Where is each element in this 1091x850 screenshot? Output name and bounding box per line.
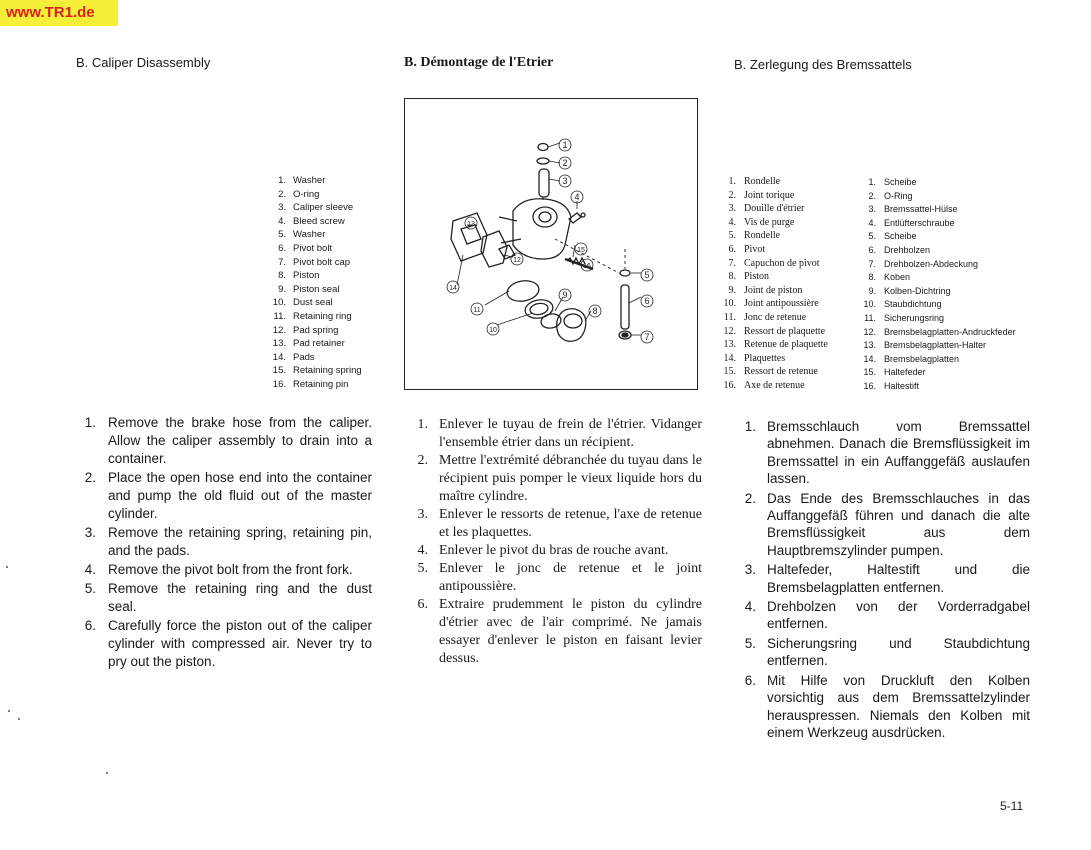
legend-number: 13. [272, 338, 286, 350]
legend-item [854, 203, 1016, 217]
legend-number: 13. [723, 339, 736, 351]
legend-number: 9. [278, 283, 286, 295]
callout-label: 11 [473, 307, 481, 314]
legend-label: Bremsbelagplatten-Andruckfeder [884, 326, 1016, 337]
legend-item [262, 228, 362, 242]
legend-item [262, 215, 362, 229]
legend-item [854, 244, 1016, 258]
legend-label: Haltestift [884, 380, 920, 391]
legend-item [262, 269, 362, 283]
legend-label: Rondelle [744, 230, 781, 242]
legend-number: 6. [868, 244, 876, 255]
parts-legend-english [262, 174, 362, 392]
legend-label: Pivot [744, 243, 766, 255]
legend-item [262, 324, 362, 338]
legend-item [712, 325, 828, 339]
legend-item [262, 174, 362, 188]
page-number: 5-11 [1000, 799, 1024, 813]
legend-item [262, 283, 362, 297]
step-text: Enlever le ressorts de retenue, l'axe de retenue et les plaquettes. [439, 507, 702, 540]
legend-label: Plaquettes [744, 352, 786, 364]
legend-label: Koben [884, 272, 911, 283]
legend-item [712, 229, 828, 243]
legend-label: Joint antipoussière [744, 298, 819, 310]
step-text: Remove the pivot bolt from the front fork. [108, 562, 353, 577]
legend-number: 14. [272, 351, 286, 363]
legend-label: Scheibe [884, 177, 917, 187]
instruction-step [78, 580, 372, 616]
scan-speck [18, 718, 20, 720]
legend-label: Capuchon de pivot [744, 257, 820, 269]
legend-number: 11. [723, 311, 736, 323]
legend-label: Bleed screw [293, 215, 345, 227]
instruction-step [78, 524, 372, 560]
legend-item [712, 379, 828, 393]
legend-number: 10. [723, 298, 736, 310]
legend-label: Bremsbelagplatten [884, 353, 960, 364]
legend-label: Douille d'étrier [744, 203, 805, 215]
step-number: 3. [417, 507, 428, 522]
legend-label: Entlüfterschraube [884, 217, 955, 228]
site-watermark: www.TR1.de [0, 0, 118, 26]
caliper-exploded-diagram [404, 98, 698, 390]
legend-number: 7. [868, 258, 876, 269]
callout-label: 10 [489, 327, 497, 334]
instruction-step [740, 561, 1030, 596]
legend-number: 11. [273, 310, 286, 322]
legend-number: 7. [278, 256, 286, 268]
legend-item [712, 365, 828, 379]
step-text: Place the open hose end into the container and pump the old fluid out of the master cylinder. [108, 470, 372, 521]
legend-item [854, 326, 1016, 340]
step-number: 5. [84, 581, 96, 596]
legend-number: 4. [728, 216, 736, 228]
legend-label: Staubdichtung [884, 299, 942, 310]
step-number: 2. [744, 490, 756, 506]
retaining-ring-part [506, 278, 541, 303]
step-number: 4. [417, 543, 428, 558]
legend-number: 6. [728, 243, 736, 255]
callout-label: 3 [562, 176, 568, 186]
instruction-step [78, 469, 372, 523]
legend-item [854, 353, 1016, 367]
instruction-step [410, 452, 702, 506]
legend-label: Axe de retenue [744, 379, 805, 391]
step-number: 4. [744, 599, 756, 615]
instruction-step [740, 418, 1030, 488]
legend-number: 13. [863, 340, 876, 351]
instruction-step [740, 672, 1030, 742]
legend-item [262, 201, 362, 215]
step-text: Enlever le tuyau de frein de l'étrier. Vidanger l'ensemble étrier dans un récipient. [439, 417, 702, 450]
callout-label: 7 [644, 332, 650, 342]
step-number: 2. [84, 470, 96, 485]
callout-label: 12 [513, 257, 521, 264]
step-number: 5. [744, 635, 756, 651]
legend-item [854, 190, 1016, 204]
callout-label: 15 [577, 247, 585, 254]
washer-part [538, 144, 548, 151]
heading-english: B. Caliper Disassembly [76, 55, 211, 70]
legend-number: 4. [868, 217, 876, 228]
o-ring-part [537, 158, 549, 164]
legend-item [854, 285, 1016, 299]
instruction-step [410, 506, 702, 542]
legend-item [712, 257, 828, 271]
legend-item [854, 366, 1016, 380]
scan-speck [8, 710, 10, 712]
legend-label: Drehbolzen [884, 244, 931, 255]
legend-label: Caliper sleeve [293, 202, 354, 214]
callout-label: 9 [562, 290, 568, 300]
parts-legend-french [712, 175, 828, 393]
callout-label: 8 [592, 306, 598, 316]
steps-french [410, 416, 702, 668]
step-text: Remove the retaining spring, retaining pin, and the pads. [108, 525, 372, 558]
legend-number: 5. [868, 231, 876, 242]
legend-label: Retaining ring [293, 310, 352, 322]
callout-label: 5 [644, 270, 650, 280]
instruction-step [78, 561, 372, 579]
legend-number: 5. [728, 230, 736, 242]
instruction-step [410, 560, 702, 596]
instruction-step [410, 416, 702, 452]
legend-item [854, 271, 1016, 285]
legend-item [854, 258, 1016, 272]
step-number: 1. [84, 415, 96, 430]
legend-label: Joint de piston [744, 284, 803, 296]
legend-number: 16. [272, 378, 286, 390]
instruction-step [410, 542, 702, 560]
legend-item [854, 339, 1016, 353]
legend-number: 8. [868, 272, 876, 283]
legend-item [262, 310, 362, 324]
step-number: 6. [744, 672, 756, 688]
legend-number: 5. [278, 229, 286, 241]
scan-speck [6, 566, 8, 568]
legend-label: Ressort de retenue [744, 366, 818, 378]
legend-number: 2. [278, 188, 286, 200]
legend-number: 2. [868, 190, 876, 201]
step-text: Haltefeder, Haltestift und die Bremsbelagplatten entfernen. [767, 562, 1030, 595]
pivot-bolt-part [621, 285, 629, 329]
callout-label: 16 [583, 263, 591, 270]
dust-seal-part [524, 298, 555, 321]
legend-number: 4. [278, 215, 286, 227]
step-text: Extraire prudemment le piston du cylindre d'étrier avec de l'air comprimé. Ne jamais essayer d'enlever le piston en faisant levier dessus. [439, 597, 702, 666]
legend-item [712, 297, 828, 311]
step-number: 5. [417, 561, 428, 576]
legend-item [854, 217, 1016, 231]
legend-item [712, 202, 828, 216]
piston-seal-part [540, 312, 562, 329]
legend-item [262, 242, 362, 256]
legend-item [854, 230, 1016, 244]
legend-label: Drehbolzen-Abdeckung [884, 258, 979, 269]
legend-label: Vis de purge [744, 216, 795, 228]
legend-label: Piston seal [293, 283, 340, 295]
legend-label: Joint torique [744, 189, 795, 201]
legend-label: Washer [293, 229, 326, 241]
legend-item [712, 352, 828, 366]
legend-number: 3. [868, 204, 876, 215]
step-text: Carefully force the piston out of the caliper cylinder with compressed air. Never try to pry out the piston. [108, 618, 372, 669]
step-number: 3. [84, 525, 96, 540]
legend-number: 15. [863, 367, 876, 378]
legend-label: Piston [744, 271, 770, 283]
legend-item [712, 284, 828, 298]
caliper-exploded-drawing [405, 99, 697, 389]
step-text: Mit Hilfe von Druckluft den Kolben vorsichtig aus dem Bremssattelzylinder herauspressen. Niemals den Kolben mit einem Werkzeug ausdrücken. [767, 672, 1030, 740]
callout-label: 4 [574, 192, 580, 202]
legend-label: Sicherungsring [884, 312, 945, 323]
legend-item [262, 351, 362, 365]
step-text: Drehbolzen von der Vorderradgabel entfernen. [767, 599, 1030, 632]
legend-number: 3. [728, 203, 736, 215]
legend-label: Jonc de retenue [744, 311, 807, 323]
legend-label: Pads [293, 351, 315, 363]
legend-number: 3. [278, 202, 286, 214]
legend-label: Bremssattel-Hülse [884, 204, 958, 215]
legend-item [262, 337, 362, 351]
callout-label: 1 [562, 140, 568, 150]
step-number: 3. [744, 562, 756, 578]
instruction-step [740, 635, 1030, 670]
legend-label: Pad spring [293, 324, 339, 336]
legend-number: 10. [863, 299, 876, 310]
step-text: Bremsschlauch vom Bremssattel abnehmen. Danach die Bremsflüssigkeit im Bremssattel in ein Auffanggefäß auslaufen lassen. [767, 419, 1030, 487]
legend-number: 9. [868, 285, 876, 296]
legend-item [262, 256, 362, 270]
legend-item [712, 311, 828, 325]
legend-item [712, 216, 828, 230]
legend-number: 15. [723, 366, 736, 378]
step-number: 1. [744, 419, 756, 434]
legend-item [712, 243, 828, 257]
legend-number: 14. [723, 352, 736, 364]
steps-english [78, 414, 372, 672]
legend-item [854, 380, 1016, 394]
scan-speck [106, 772, 108, 774]
legend-number: 7. [728, 257, 736, 269]
legend-number: 1. [728, 176, 736, 187]
legend-label: Washer [293, 175, 326, 186]
instruction-step [410, 596, 702, 668]
legend-item [712, 175, 828, 189]
legend-number: 11. [864, 312, 876, 323]
step-number: 1. [417, 417, 428, 432]
callout-label: 13 [467, 221, 475, 228]
legend-label: Retaining spring [293, 365, 362, 377]
legend-number: 12. [863, 326, 876, 337]
legend-item [262, 378, 362, 392]
caliper-sleeve-part [539, 169, 549, 197]
legend-number: 9. [728, 284, 736, 296]
legend-label: O-Ring [884, 190, 913, 201]
step-number: 6. [417, 597, 428, 612]
legend-number: 8. [278, 270, 286, 282]
step-number: 6. [84, 618, 96, 633]
legend-label: Pivot bolt cap [293, 256, 351, 268]
legend-number: 15. [272, 365, 286, 377]
legend-label: Scheibe [884, 231, 917, 242]
callout-label: 6 [644, 296, 650, 306]
legend-label: Bremsbelagplatten-Halter [884, 340, 987, 351]
step-number: 4. [84, 562, 96, 577]
legend-item [854, 298, 1016, 312]
legend-item [712, 270, 828, 284]
legend-label: Ressort de plaquette [744, 325, 826, 337]
instruction-step [740, 598, 1030, 633]
legend-number: 14. [863, 353, 876, 364]
step-text: Mettre l'extrémité débranchée du tuyau dans le récipient puis pomper le vieux liquide hors du maître cylindre. [439, 453, 702, 504]
legend-label: Haltefeder [884, 367, 926, 378]
steps-german [740, 418, 1030, 743]
legend-number: 6. [278, 242, 286, 254]
legend-item [712, 338, 828, 352]
legend-label: Rondelle [744, 176, 781, 187]
legend-item [854, 312, 1016, 326]
callout-label: 14 [449, 285, 457, 292]
callout-label: 2 [562, 158, 568, 168]
step-text: Sicherungsring und Staubdichtung entfernen. [767, 635, 1030, 669]
legend-number: 8. [728, 271, 736, 283]
legend-label: O-ring [293, 188, 320, 200]
step-text: Enlever le pivot du bras de rouche avant. [439, 543, 669, 558]
legend-number: 12. [723, 325, 736, 337]
legend-number: 1. [278, 175, 286, 186]
legend-item [854, 176, 1016, 190]
legend-label: Pivot bolt [293, 242, 333, 254]
legend-label: Dust seal [293, 297, 333, 309]
legend-number: 12. [272, 324, 286, 336]
legend-label: Piston [293, 270, 320, 282]
parts-legend-german [854, 176, 1016, 394]
pivot-washer-part [620, 270, 630, 276]
legend-item [262, 188, 362, 202]
legend-number: 1. [868, 177, 876, 187]
step-text: Enlever le jonc de retenue et le joint antipoussière. [439, 561, 702, 594]
legend-number: 16. [723, 379, 736, 391]
step-text: Remove the brake hose from the caliper. Allow the caliper assembly to drain into a container. [108, 415, 372, 466]
step-text: Remove the retaining ring and the dust seal. [108, 581, 372, 614]
instruction-step [78, 617, 372, 671]
instruction-step [740, 490, 1030, 560]
legend-label: Pad retainer [293, 338, 345, 350]
legend-number: 10. [272, 297, 286, 309]
legend-item [712, 189, 828, 203]
heading-french: B. Démontage de l'Etrier [404, 55, 554, 70]
legend-number: 16. [863, 380, 876, 391]
heading-german: B. Zerlegung des Bremssattels [734, 57, 912, 72]
legend-label: Kolben-Dichtring [884, 285, 951, 296]
legend-number: 2. [728, 189, 736, 201]
step-text: Das Ende des Bremsschlauches in das Auffanggefäß führen und danach die alte Bremsflüssigkeit aus dem Hauptbremszylinder pumpen. [767, 490, 1030, 558]
legend-label: Retaining pin [293, 378, 349, 390]
pads-part [481, 231, 507, 267]
legend-item [262, 364, 362, 378]
legend-item [262, 296, 362, 310]
step-number: 2. [417, 453, 428, 468]
instruction-step [78, 414, 372, 468]
legend-label: Retenue de plaquette [744, 339, 828, 351]
